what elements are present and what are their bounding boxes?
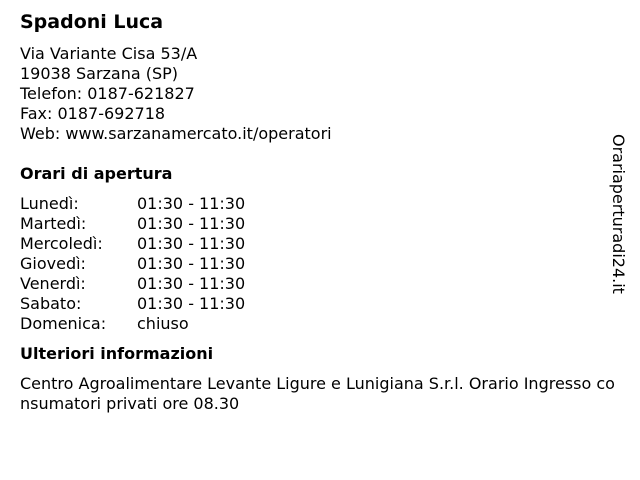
more-info-text: Centro Agroalimentare Levante Ligure e Lunigiana S.r.l. Orario Ingresso consumatori privati ore 08.30 bbox=[20, 374, 615, 413]
city-line: 19038 Sarzana (SP) bbox=[20, 64, 179, 83]
contact-block bbox=[20, 44, 620, 144]
day-time: 01:30 - 11:30 bbox=[137, 234, 246, 253]
hours-row-sunday bbox=[20, 314, 620, 334]
day-time: 01:30 - 11:30 bbox=[137, 214, 246, 233]
day-label: Venerdì: bbox=[20, 274, 86, 293]
business-card bbox=[20, 10, 620, 414]
day-label: Giovedì: bbox=[20, 254, 86, 273]
hours-row-tuesday bbox=[20, 214, 620, 234]
hours-row-saturday bbox=[20, 294, 620, 314]
hours-row-monday bbox=[20, 194, 620, 214]
day-label: Sabato: bbox=[20, 294, 82, 313]
business-name: Spadoni Luca bbox=[20, 11, 164, 33]
site-watermark: Orariaperturadi24.it bbox=[609, 134, 628, 294]
day-time: 01:30 - 11:30 bbox=[137, 194, 246, 213]
more-info-heading: Ulteriori informazioni bbox=[20, 344, 214, 363]
day-time: 01:30 - 11:30 bbox=[137, 254, 246, 273]
opening-hours-table bbox=[20, 194, 620, 334]
fax-line: Fax: 0187-692718 bbox=[20, 104, 166, 123]
phone-line[interactable]: Telefon: 0187-621827 bbox=[20, 84, 195, 103]
hours-row-wednesday bbox=[20, 234, 620, 254]
day-time: chiuso bbox=[137, 314, 189, 333]
day-label: Domenica: bbox=[20, 314, 107, 333]
opening-hours-heading: Orari di apertura bbox=[20, 164, 173, 183]
day-time: 01:30 - 11:30 bbox=[137, 294, 246, 313]
hours-row-friday bbox=[20, 274, 620, 294]
day-label: Mercoledì: bbox=[20, 234, 103, 253]
hours-row-thursday bbox=[20, 254, 620, 274]
day-label: Martedì: bbox=[20, 214, 87, 233]
day-time: 01:30 - 11:30 bbox=[137, 274, 246, 293]
day-label: Lunedì: bbox=[20, 194, 79, 213]
web-line[interactable]: Web: www.sarzanamercato.it/operatori bbox=[20, 124, 332, 143]
address-line: Via Variante Cisa 53/A bbox=[20, 44, 198, 63]
